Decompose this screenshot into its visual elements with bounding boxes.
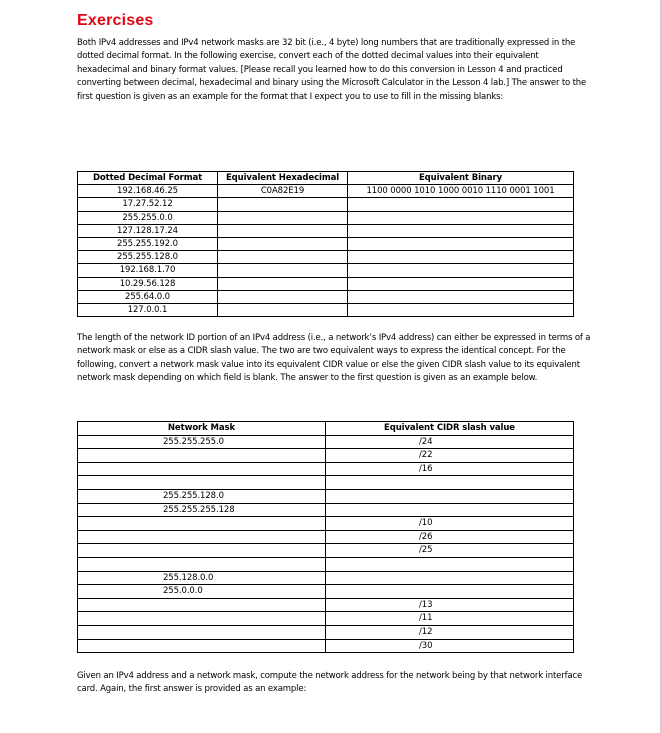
table-cell: /25: [326, 544, 574, 558]
table-cell: /11: [326, 612, 574, 626]
table-cell: [78, 625, 326, 639]
table-cell: [78, 557, 326, 571]
table-cell: [348, 224, 574, 237]
table-cell: [78, 517, 326, 531]
table-cell: [218, 237, 348, 250]
table-cell: [218, 198, 348, 211]
table-cell: C0A82E19: [218, 185, 348, 198]
table-cell: 192.168.1.70: [78, 264, 218, 277]
table-row: [78, 211, 574, 224]
table-cell: 255.255.192.0: [78, 237, 218, 250]
table-cell: 255.255.128.0: [78, 489, 326, 503]
table-cell: [326, 489, 574, 503]
table-cell: /10: [326, 517, 574, 531]
table-cell: [78, 612, 326, 626]
table-cell: [78, 598, 326, 612]
table-cell: [348, 264, 574, 277]
table-cell: 1100 0000 1010 1000 0010 1110 0001 1001: [348, 185, 574, 198]
table-row: [78, 585, 574, 599]
table-cell: [218, 264, 348, 277]
table-row: [78, 530, 574, 544]
table-row: [78, 198, 574, 211]
table-header-row: [78, 172, 574, 185]
table-cell: 255.255.0.0: [78, 211, 218, 224]
table-cell: [78, 462, 326, 476]
paragraph-intro-conversion: Both IPv4 addresses and IPv4 network masks are 32 bit (i.e., 4 byte) long numbers that are traditionally expressed in the dotted decimal format. In the following exercise, convert each of the dotted decimal values into their equivalent hexadecimal and binary format values. [Please recall you learned how to do this conversion in Lesson 4 and practiced converting between decimal, hexadecimal and binary using the Microsoft Calculator in the Lesson 4 lab.] The answer to the first question is given as an example for the format that I expect you to use to fill in the missing blanks:: [77, 38, 587, 102]
table-row: [78, 435, 574, 449]
table-row: [78, 185, 574, 198]
table-cell: [218, 251, 348, 264]
table-cell: [78, 530, 326, 544]
table-cell: 17.27.52.12: [78, 198, 218, 211]
table-cell: [218, 224, 348, 237]
table-cell: [326, 585, 574, 599]
table-cell: /24: [326, 435, 574, 449]
page-title: Exercises: [77, 12, 154, 29]
header-hexadecimal: Equivalent Hexadecimal: [218, 172, 348, 185]
table-cell: 10.29.56.128: [78, 277, 218, 290]
table-cell: /30: [326, 639, 574, 653]
table-cell: 127.128.17.24: [78, 224, 218, 237]
paragraph-cidr: The length of the network ID portion of an IPv4 address (i.e., a network’s IPv4 address) can either be expressed in terms of a network mask or else as a CIDR slash value. The two are two equivalent ways to express the identical concept. For the following, convert a network mask value into its equivalent CIDR value or else the given CIDR slash value to its equivalent network mask depending on which field is blank. The answer to the first question is given as an example below.: [77, 333, 591, 384]
header-binary: Equivalent Binary: [348, 172, 574, 185]
table-row: [78, 503, 574, 517]
table-cell: [326, 571, 574, 585]
conversion-table: [77, 171, 574, 317]
table-cell: /26: [326, 530, 574, 544]
cidr-table: [77, 421, 574, 653]
paragraph-network-address: Given an IPv4 address and a network mask, compute the network address for the network being by that network interface card. Again, the first answer is provided as an example:: [77, 671, 583, 695]
table-cell: 192.168.46.25: [78, 185, 218, 198]
table-cell: /12: [326, 625, 574, 639]
table-cell: [348, 198, 574, 211]
table-row: [78, 557, 574, 571]
table-row: [78, 517, 574, 531]
table-cell: [326, 476, 574, 490]
table-cell: /13: [326, 598, 574, 612]
table-row: [78, 277, 574, 290]
table-header-row: [78, 422, 574, 436]
table-cell: /16: [326, 462, 574, 476]
table-cell: [326, 557, 574, 571]
table-row: [78, 224, 574, 237]
table-cell: [218, 211, 348, 224]
table-cell: /22: [326, 449, 574, 463]
table-row: [78, 625, 574, 639]
table-cell: [78, 476, 326, 490]
table-cell: [348, 277, 574, 290]
table-cell: [78, 639, 326, 653]
table-cell: [348, 211, 574, 224]
table-cell: 255.64.0.0: [78, 290, 218, 303]
table-cell: [326, 503, 574, 517]
header-cidr-value: Equivalent CIDR slash value: [326, 422, 574, 436]
table-cell: 255.255.255.0: [78, 435, 326, 449]
table-row: [78, 571, 574, 585]
table-cell: [78, 544, 326, 558]
table-cell: 255.0.0.0: [78, 585, 326, 599]
table-cell: [218, 303, 348, 316]
table-cell: [348, 290, 574, 303]
table-row: [78, 290, 574, 303]
table-row: [78, 476, 574, 490]
table-row: [78, 612, 574, 626]
header-network-mask: Network Mask: [78, 422, 326, 436]
table-row: [78, 544, 574, 558]
table-cell: [218, 277, 348, 290]
table-row: [78, 462, 574, 476]
table-cell: [348, 303, 574, 316]
table-row: [78, 449, 574, 463]
table-row: [78, 237, 574, 250]
table-row: [78, 251, 574, 264]
table-row: [78, 489, 574, 503]
table-cell: 255.255.255.128: [78, 503, 326, 517]
table-row: [78, 303, 574, 316]
table-cell: [218, 290, 348, 303]
table-cell: 255.128.0.0: [78, 571, 326, 585]
header-dotted-decimal: Dotted Decimal Format: [78, 172, 218, 185]
table-cell: 255.255.128.0: [78, 251, 218, 264]
table-cell: [78, 449, 326, 463]
table-row: [78, 264, 574, 277]
table-cell: 127.0.0.1: [78, 303, 218, 316]
table-row: [78, 598, 574, 612]
table-row: [78, 639, 574, 653]
table-cell: [348, 251, 574, 264]
table-cell: [348, 237, 574, 250]
